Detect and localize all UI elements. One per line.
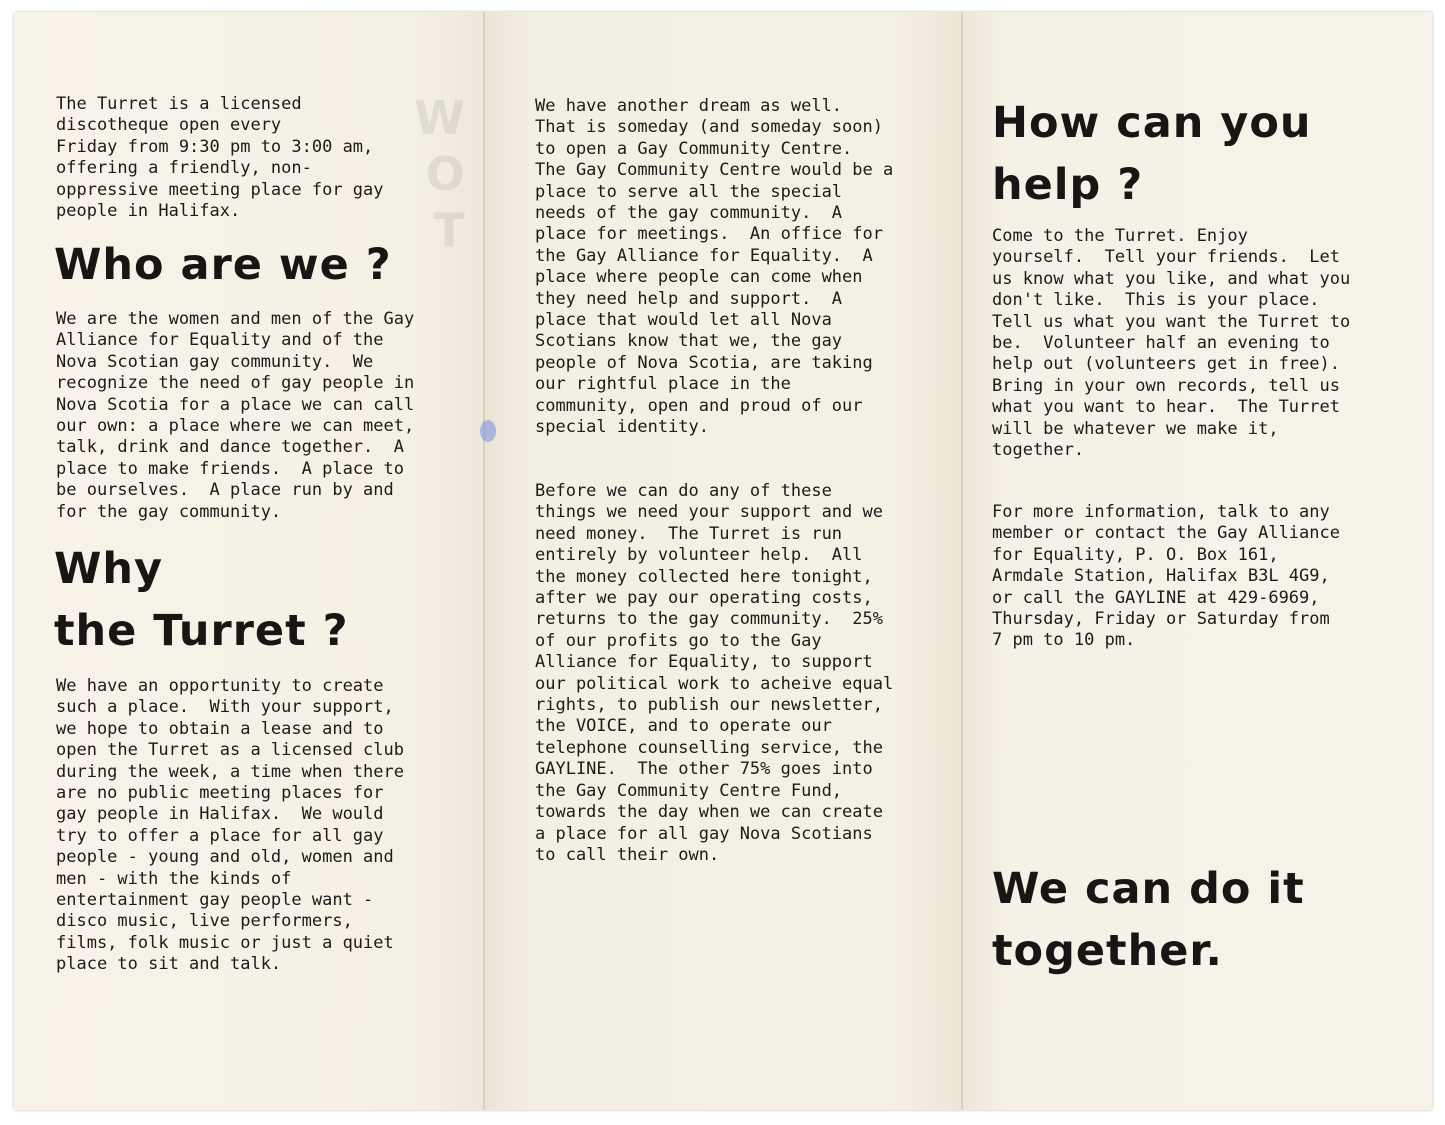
why-the-turret-paragraph: We have an opportunity to create such a place. With your support, we hope to obtain a lease and to open the Turret as a licensed club during the week, a time when there are no public meeting places for gay people in Halifax. We would try to offer a place for all gay people - young and old, women and men - with the kinds of entertainment gay people want - disco music, live performers, films, folk music or just a quiet place to sit and talk. — [56, 676, 404, 975]
how-can-you-help-paragraph: Come to the Turret. Enjoy yourself. Tell your friends. Let us know what you like, and what you don't like. This is your place. Tell us what you want the Turret to be. Volunteer half an evening to help out (volunteers get in free). Bring in your own records, tell us what you want to hear. The Turret will be whatever we make it, together. — [992, 226, 1351, 461]
support-money-paragraph: Before we can do any of these things we need your support and we need money. The Turret is run entirely by volunteer help. All the money collected here tonight, after we pay our operating costs, returns to the gay community. 25% of our profits go to the Gay Alliance for Equality, to support our political work to acheive equal rights, to publish our newsletter, the VOICE, and to operate our telephone counselling service, the GAYLINE. The other 75% goes into the Gay Community Centre Fund, towards the day when we can create a place for all gay Nova Scotians to call their own. — [535, 481, 894, 865]
contact-information-paragraph: For more information, talk to any member or contact the Gay Alliance for Equality, P. O. Box 161, Armdale Station, Halifax B3L 4G9, or call the GAYLINE at 429-6969, Thursday, Friday or Saturday from 7 pm to 10 pm. — [992, 502, 1340, 651]
how-can-you-help-heading: How can you help ? — [992, 98, 1312, 210]
right-panel — [962, 12, 1432, 1110]
right-fold-line — [961, 12, 963, 1110]
brochure-sheet — [14, 12, 1432, 1110]
left-fold-line — [483, 12, 485, 1110]
community-centre-paragraph: We have another dream as well. That is someday (and someday soon) to open a Gay Community Centre. The Gay Community Centre would be a place to serve all the special needs of the gay community. A place for meetings. An office for the Gay Alliance for Equality. A place where people can come when they need help and support. A place that would let all Nova Scotians know that we, the gay people of Nova Scotia, are taking our rightful place in the community, open and proud of our special identity. — [535, 96, 894, 438]
left-panel — [14, 12, 484, 1110]
intro-paragraph: The Turret is a licensed discotheque open every Friday from 9:30 pm to 3:00 am, offering a friendly, non- oppressive meeting place for gay people in Halifax. — [56, 94, 384, 222]
show-through-ghost-text: W O T — [414, 91, 465, 257]
middle-panel — [484, 12, 962, 1110]
why-the-turret-heading: Why the Turret ? — [54, 544, 349, 656]
who-are-we-paragraph: We are the women and men of the Gay Alliance for Equality and of the Nova Scotian gay community. We recognize the need of gay people in Nova Scotia for a place we can call our own: a place where we can meet, talk, drink and dance together. A place to make friends. A place to be ourselves. A place run by and for the gay community. — [56, 309, 415, 522]
who-are-we-heading: Who are we ? — [54, 240, 392, 290]
closing-slogan: We can do it together. — [992, 864, 1305, 976]
ink-spot — [480, 420, 496, 442]
